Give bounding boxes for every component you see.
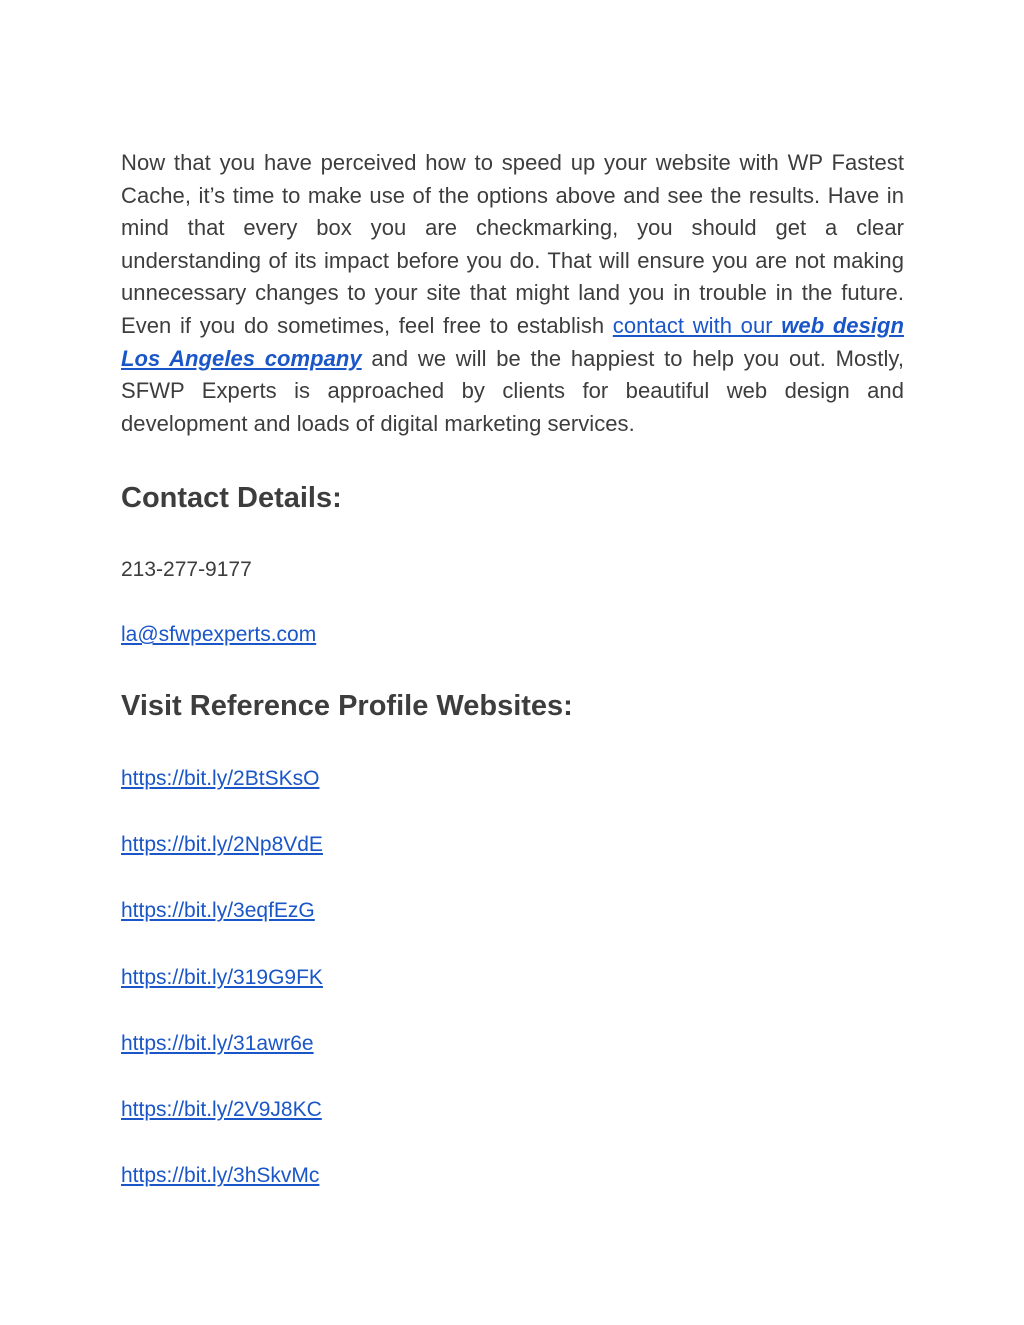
contact-details-heading: Contact Details: <box>121 482 342 514</box>
link-text-bold: web design Los Angeles company <box>121 312 905 371</box>
reference-link-4[interactable]: https://bit.ly/319G9FK <box>121 965 323 989</box>
reference-link-6[interactable]: https://bit.ly/2V9J8KC <box>121 1097 322 1121</box>
list-item <box>121 1096 323 1162</box>
reference-link-1[interactable]: https://bit.ly/2BtSKsO <box>121 767 320 790</box>
reference-link-5[interactable]: https://bit.ly/31awr6e <box>121 1031 314 1055</box>
list-item <box>121 1162 323 1228</box>
reference-link-3[interactable]: https://bit.ly/3eqfEzG <box>121 899 315 923</box>
list-item <box>121 765 323 831</box>
list-item <box>121 897 323 963</box>
list-item <box>121 964 323 1030</box>
paragraph-text-end: and we will be the happiest to help you out. Mostly, SFWP Experts is approached by clients for beautiful web design and development and loads of digital marketing services. <box>121 345 904 436</box>
reference-link-7[interactable]: https://bit.ly/3hSkvMc <box>121 1164 320 1188</box>
paragraph-text-start: Now that you have perceived how to speed up your website with WP Fastest Cache, it’s time to make use of the options above and see the results. Have in mind that every box you are checkmarking, you should get a clear understanding of its impact before you do. That will ensure you are not making unnecessary changes to your site that might land you in trouble in the future. Even if you do sometimes, feel free to establish <box>121 150 904 338</box>
reference-link-2[interactable]: https://bit.ly/2Np8VdE <box>121 833 323 857</box>
list-item <box>121 1030 323 1096</box>
email-link[interactable]: la@sfwpexperts.com <box>121 623 317 646</box>
phone-number: 213-277-9177 <box>121 558 252 581</box>
article-paragraph <box>121 147 904 440</box>
reference-websites-heading: Visit Reference Profile Websites: <box>121 690 573 722</box>
link-text-plain: contact with our <box>612 312 782 338</box>
document-page <box>121 147 905 1188</box>
reference-links-list <box>121 765 323 1228</box>
list-item <box>121 831 323 897</box>
